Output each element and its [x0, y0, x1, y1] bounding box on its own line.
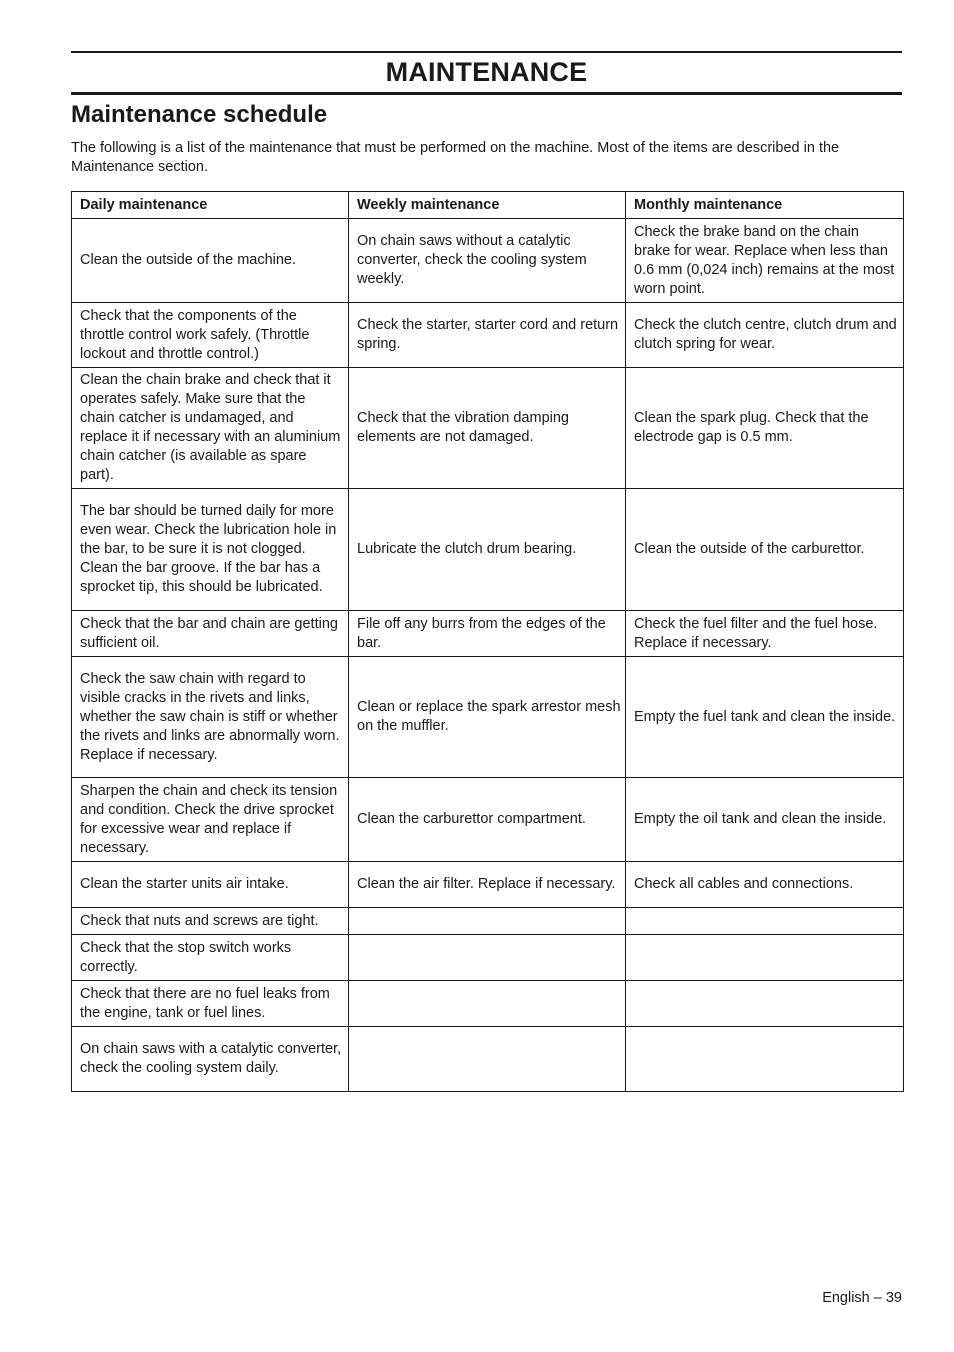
- table-row: [72, 862, 904, 908]
- table-cell: [349, 981, 626, 1027]
- table-cell: [349, 935, 626, 981]
- table-cell: Check all cables and connections.: [626, 862, 904, 908]
- table-cell: On chain saws with a catalytic converter, check the cooling system daily.: [72, 1027, 349, 1092]
- table-cell: Clean the outside of the machine.: [72, 219, 349, 303]
- table-cell: [349, 1027, 626, 1092]
- table-cell: [349, 908, 626, 935]
- table-row: [72, 908, 904, 935]
- column-header-monthly: Monthly maintenance: [626, 192, 904, 219]
- table-row: [72, 981, 904, 1027]
- table-cell: Sharpen the chain and check its tension and condition. Check the drive sprocket for excessive wear and replace if necessary.: [72, 778, 349, 862]
- table-cell: Lubricate the clutch drum bearing.: [349, 489, 626, 611]
- table-cell: Check the fuel filter and the fuel hose. Replace if necessary.: [626, 611, 904, 657]
- table-cell: Check the starter, starter cord and return spring.: [349, 303, 626, 368]
- maintenance-schedule-table: [71, 191, 904, 1092]
- table-row: [72, 489, 904, 611]
- column-header-daily: Daily maintenance: [72, 192, 349, 219]
- table-cell: [626, 935, 904, 981]
- table-cell: Check that the stop switch works correctly.: [72, 935, 349, 981]
- table-cell: The bar should be turned daily for more even wear. Check the lubrication hole in the bar, to be sure it is not clogged. Clean the bar groove. If the bar has a sprocket tip, this should be lubricated.: [72, 489, 349, 611]
- table-cell: Clean the carburettor compartment.: [349, 778, 626, 862]
- table-row: [72, 657, 904, 778]
- table-cell: Empty the oil tank and clean the inside.: [626, 778, 904, 862]
- page-title: Maintenance schedule: [71, 101, 328, 128]
- column-header-weekly: Weekly maintenance: [349, 192, 626, 219]
- table-cell: Empty the fuel tank and clean the inside.: [626, 657, 904, 778]
- table-row: [72, 778, 904, 862]
- table-row: [72, 611, 904, 657]
- intro-paragraph: The following is a list of the maintenance that must be performed on the machine. Most of the items are described in the Maintenance section.: [71, 140, 840, 175]
- table-cell: Clean the spark plug. Check that the electrode gap is 0.5 mm.: [626, 368, 904, 489]
- table-cell: Check the clutch centre, clutch drum and clutch spring for wear.: [626, 303, 904, 368]
- table-cell: File off any burrs from the edges of the bar.: [349, 611, 626, 657]
- section-title: MAINTENANCE: [385, 57, 588, 87]
- table-cell: Check that nuts and screws are tight.: [72, 908, 349, 935]
- table-header-row: [72, 192, 904, 219]
- table-cell: Check the brake band on the chain brake for wear. Replace when less than 0.6 mm (0,024 inch) remains at the most worn point.: [626, 219, 904, 303]
- table-cell: Check the saw chain with regard to visible cracks in the rivets and links, whether the saw chain is stiff or whether the rivets and links are abnormally worn. Replace if necessary.: [72, 657, 349, 778]
- table-row: [72, 303, 904, 368]
- table-cell: [626, 908, 904, 935]
- table-row: [72, 219, 904, 303]
- table-cell: Clean or replace the spark arrestor mesh on the muffler.: [349, 657, 626, 778]
- table-cell: Check that the components of the throttle control work safely. (Throttle lockout and throttle control.): [72, 303, 349, 368]
- table-cell: Check that the bar and chain are getting sufficient oil.: [72, 611, 349, 657]
- section-header: [71, 51, 902, 95]
- table-cell: [626, 1027, 904, 1092]
- table-cell: Clean the air filter. Replace if necessary.: [349, 862, 626, 908]
- table-row: [72, 1027, 904, 1092]
- table-row: [72, 935, 904, 981]
- table-cell: Clean the chain brake and check that it operates safely. Make sure that the chain catcher is undamaged, and replace it if necessary with an aluminium chain catcher (is available as spare part).: [72, 368, 349, 489]
- page-number: English – 39: [822, 1290, 902, 1306]
- table-cell: Check that there are no fuel leaks from the engine, tank or fuel lines.: [72, 981, 349, 1027]
- table-cell: On chain saws without a catalytic converter, check the cooling system weekly.: [349, 219, 626, 303]
- table-cell: Clean the outside of the carburettor.: [626, 489, 904, 611]
- table-cell: Check that the vibration damping elements are not damaged.: [349, 368, 626, 489]
- table-cell: [626, 981, 904, 1027]
- table-cell: Clean the starter units air intake.: [72, 862, 349, 908]
- table-row: [72, 368, 904, 489]
